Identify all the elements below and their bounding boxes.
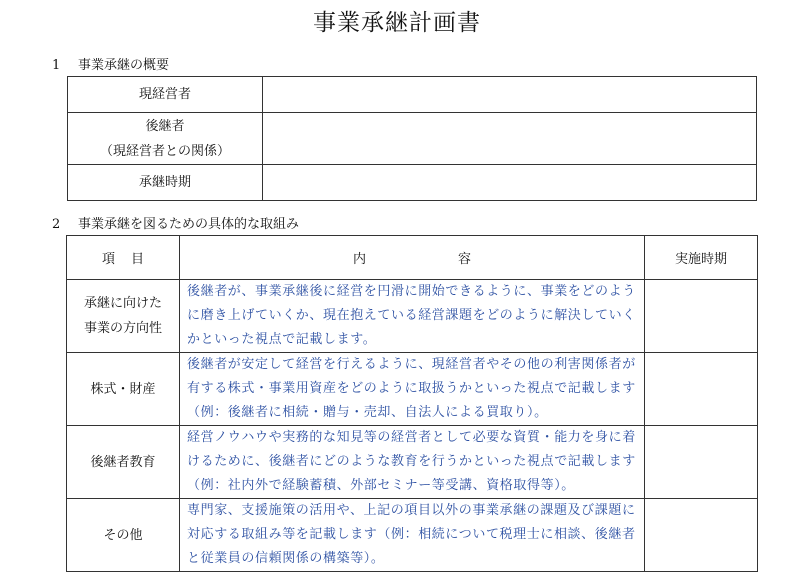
section-1-number: 1 (52, 58, 61, 73)
section-2-title: 事業承継を図るための具体的な取組み (78, 217, 300, 232)
initiative-row-successor-education (67, 426, 758, 499)
value-succession-timing[interactable] (263, 165, 757, 201)
initiative-row-other (67, 499, 758, 572)
label-succession-timing: 承継時期 (68, 165, 263, 201)
timing-successor-education[interactable] (645, 426, 758, 499)
overview-table (67, 76, 757, 201)
header-content: 内 容 (180, 236, 645, 280)
content-stock-assets[interactable]: 後継者が安定して経営を行えるように、現経営者やその他の利害関係者が有する株式・事業用資産をどのように取扱うかといった視点で記載します（例：後継者に相続・贈与・売却、自法人による買取り）。 (180, 353, 645, 426)
section-1-heading (52, 54, 169, 73)
overview-row-successor (68, 113, 757, 165)
timing-business-direction[interactable] (645, 280, 758, 353)
label-business-direction: 承継に向けた 事業の方向性 (67, 280, 180, 353)
label-successor-main: 後継者 (145, 118, 185, 134)
label-current-manager: 現経営者 (68, 77, 263, 113)
section-2-number: 2 (52, 217, 61, 232)
overview-row-current-manager (68, 77, 757, 113)
value-successor[interactable] (263, 113, 757, 165)
label-successor-sub: （現経営者との関係） (99, 143, 230, 159)
value-current-manager[interactable] (263, 77, 757, 113)
section-1-title: 事業承継の概要 (78, 58, 170, 73)
label-successor-education: 後継者教育 (67, 426, 180, 499)
header-item: 項目 (67, 236, 180, 280)
label-stock-assets: 株式・財産 (67, 353, 180, 426)
header-timing: 実施時期 (645, 236, 758, 280)
content-business-direction[interactable]: 後継者が、事業承継後に経営を円滑に開始できるように、事業をどのように磨き上げていくか、現在抱えている経営課題をどのように解決していくかといった視点で記載します。 (180, 280, 645, 353)
initiative-row-stock-assets (67, 353, 758, 426)
label-successor (68, 113, 263, 165)
overview-row-timing (68, 165, 757, 201)
section-2-heading (52, 213, 299, 232)
initiatives-header-row (67, 236, 758, 280)
timing-other[interactable] (645, 499, 758, 572)
timing-stock-assets[interactable] (645, 353, 758, 426)
initiatives-table (66, 235, 758, 572)
content-other[interactable]: 専門家、支援施策の活用や、上記の項目以外の事業承継の課題及び課題に対応する取組み等を記載します（例：相続について税理士に相談、後継者と従業員の信頼関係の構築等）。 (180, 499, 645, 572)
page-title: 事業承継計画書 (313, 10, 481, 36)
initiative-row-direction (67, 280, 758, 353)
label-other: その他 (67, 499, 180, 572)
content-successor-education[interactable]: 経営ノウハウや実務的な知見等の経営者として必要な資質・能力を身に着けるために、後継者にどのような教育を行うかといった視点で記載します（例：社内外で経験蓄積、外部セミナー等受講、資格取得等）。 (180, 426, 645, 499)
